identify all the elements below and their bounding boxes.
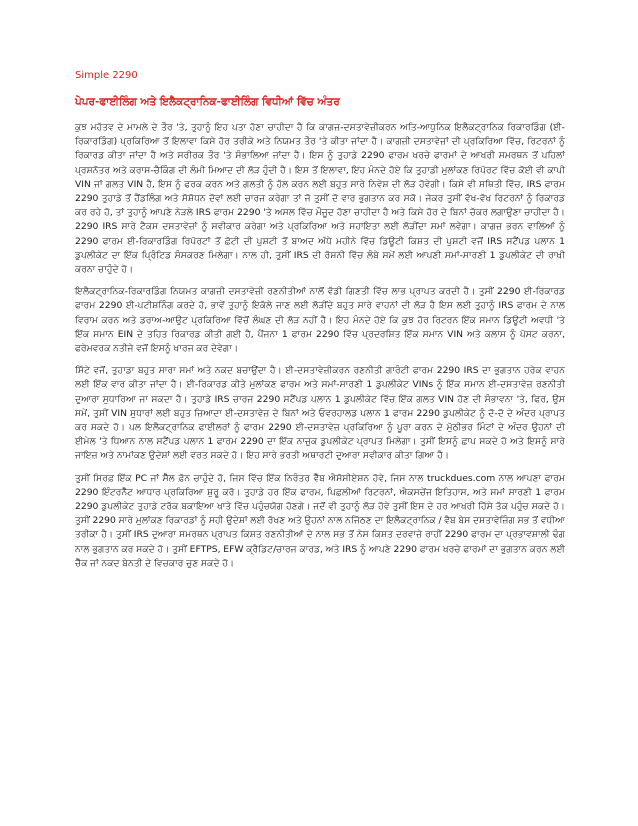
paragraph-2: ਇਲੈਕਟ੍ਰਾਨਿਕ-ਰਿਕਾਰਡਿੰਗ ਨਿਯਮਤ ਕਾਗਜ਼ੀ ਦਸਤਾਵੇਜ਼ੀ ਰਣਨੀਤੀਆਂ ਨਾਲੋਂ ਵੱਡੀ ਗਿਣਤੀ ਵਿੱਚ ਲਾਭ ਪ੍ਰਾਪਤ ਕਰਦੀ ਹੈ। ਤੁਸੀਂ 2290 ਈ-ਰਿਕਾਰਡ ਫਾਰਮ 2290 ਈ-ਪਟੀਸ਼ਨਿੰਗ ਕਰਦੇ ਹੋ, ਭਾਵੇਂ ਤੁਹਾਨੂੰ ਇਕੱਲੇ ਜਾਣ ਲਈ ਲੋੜੀਂਦੇ ਬਹੁਤ ਸਾਰੇ ਵਾਹਨਾਂ ਦੀ ਲੋੜ ਹੈ ਇਸ ਲਈ ਤੁਹਾਨੂੰ IRS ਫਾਰਮ ਦੇ ਨਾਲ ਵਿਰਾਮ ਕਰਨ ਅਤੇ ਡਰਾਅ-ਆਉਟ ਪ੍ਰਕਿਰਿਆ ਵਿੱਚੋਂ ਲੰਘਣ ਦੀ ਲੋੜ ਨਹੀਂ ਹੈ। ਇਹ ਮੰਨਦੇ ਹੋਏ ਕਿ ਕੁਝ ਹੋਰ ਰਿਟਰਨ ਇੱਕ ਸਮਾਨ ਡਿਊਟੀ ਅਵਧੀ 'ਤੇ ਇੱਕ ਸਮਾਨ EIN ਦੇ ਤਹਿਤ ਰਿਕਾਰਡ ਕੀਤੀ ਗਈ ਹੈ, ਪੈਂਜਨਾ 1 ਫਾਰਮ 2290 ਵਿੱਚ ਪ੍ਰਦਰਸ਼ਿਤ ਇੱਕ ਸਮਾਨ VIN ਅਤੇ ਕਲਾਸ ਨੂੰ ਪੋਸਟ ਕਰਨਾ, ਫਰੇਮਵਰਕ ਨਤੀਜੇ ਵਜੋਂ ਇਸਨੂੰ ਖਾਰਜ ਕਰ ਦੇਵੇਗਾ। <box>75 286 565 355</box>
paragraph-4: ਤੁਸੀਂ ਸਿਰਫ਼ ਇੱਕ PC ਜਾਂ ਸੈੱਲ ਫ਼ੋਨ ਚਾਹੁੰਦੇ ਹੋ, ਜਿਸ ਵਿੱਚ ਇੱਕ ਨਿਰੰਤਰ ਵੈੱਬ ਐਸੋਸੀਏਸ਼ਨ ਹੋਵੇ, ਜਿਸ ਨਾਲ truckdues.com ਨਾਲ ਆਪਣਾ ਫਾਰਮ 2290 ਇੰਟਰਨੈੱਟ ਆਧਾਰ ਪ੍ਰਕਿਰਿਆ ਸ਼ੁਰੂ ਕਰੋ। ਤੁਹਾਡੇ ਹਰ ਇੱਕ ਫਾਰਮ, ਪਿਛਲੀਆਂ ਰਿਟਰਨਾਂ, ਐਕਸਚੇਂਜ ਇਤਿਹਾਸ, ਅਤੇ ਸਮਾਂ ਸਾਰਣੀ 1 ਫਾਰਮ 2290 ਡੁਪਲੀਕੇਟ ਤੁਹਾਡੇ ਟਰੱਕ ਬਕਾਇਆ ਖਾਤੇ ਵਿੱਚ ਪਹੁੰਚਯੋਗ ਹੋਣਗੇ। ਜਦੋਂ ਵੀ ਤੁਹਾਨੂੰ ਲੋੜ ਹੋਵੇ ਤੁਸੀਂ ਇਸ ਦੇ ਹਰ ਆਖਰੀ ਹਿੱਸੇ ਤੱਕ ਪਹੁੰਚ ਸਕਦੇ ਹੋ। ਤੁਸੀਂ 2290 ਸਾਰੇ ਮੁਲਾਂਕਣ ਰਿਕਾਰਡਾਂ ਨੂੰ ਸਹੀ ਉਦੇਸ਼ਾਂ ਲਈ ਰੱਖਣ ਅਤੇ ਉਹਨਾਂ ਨਾਲ ਨਜਿੱਠਣ ਦਾ ਇਲੈਕਟ੍ਰਾਨਿਕ / ਵੈਬ ਬੇਸ ਦਸਤਾਵੇਜ਼ਿੰਗ ਸਭ ਤੋਂ ਵਧੀਆ ਤਰੀਕਾ ਹੈ। ਤੁਸੀਂ IRS ਦੁਆਰਾ ਸਮਰਥਨ ਪ੍ਰਾਪਤ ਕਿਸ਼ਤ ਰਣਨੀਤੀਆਂ ਦੇ ਨਾਲ ਸਭ ਤੋਂ ਨੇਸ ਕਿਸ਼ਤ ਦਰਵਾਜ਼ੇ ਰਾਹੀਂ 2290 ਫਾਰਮ ਦਾ ਪ੍ਰਭਾਵਸ਼ਾਲੀ ਢੰਗ ਨਾਲ ਭੁਗਤਾਨ ਕਰ ਸਕਦੇ ਹੋ। ਤੁਸੀਂ EFTPS, EFW ਕ੍ਰੈਡਿਟ/ਚਾਰਜ ਕਾਰਡ, ਅਤੇ IRS ਨੂੰ ਆਪਣੇ 2290 ਫਾਰਮ ਖਰਚੇ ਫਾਰਮਾਂ ਦਾ ਭੁਗਤਾਨ ਕਰਨ ਲਈ ਚੈੱਕ ਜਾਂ ਨਕਦ ਬੇਨਤੀ ਦੇ ਵਿਚਕਾਰ ਚੁਣ ਸਕਦੇ ਹੋ। <box>75 472 565 569</box>
paragraph-1: ਕੁਝ ਮਹੱਤਵ ਦੇ ਮਾਮਲੇ ਦੇ ਤੌਰ 'ਤੇ, ਤੁਹਾਨੂੰ ਇਹ ਪਤਾ ਹੋਣਾ ਚਾਹੀਦਾ ਹੈ ਕਿ ਕਾਗਜ਼-ਦਸਤਾਵੇਜ਼ੀਕਰਨ ਅਤਿ-ਆਧੁਨਿਕ ਇਲੈਕਟ੍ਰਾਨਿਕ ਰਿਕਾਰਡਿੰਗ (ਈ-ਰਿਕਾਰਡਿੰਗ) ਪ੍ਰਕਿਰਿਆ ਤੋਂ ਇਲਾਵਾ ਕਿਸੇ ਹੋਰ ਤਰੀਕੇ ਅਤੇ ਨਿਯਮਤ ਤੌਰ 'ਤੇ ਕੀਤਾ ਜਾਂਦਾ ਹੈ। ਕਾਗਜ਼ੀ ਦਸਤਾਵੇਜ਼ਾਂ ਦੀ ਪ੍ਰਕਿਰਿਆ ਵਿੱਚ, ਰਿਟਰਨਾਂ ਨੂੰ ਰਿਕਾਰਡ ਕੀਤਾ ਜਾਂਦਾ ਹੈ ਅਤੇ ਸਰੀਰਕ ਤੌਰ 'ਤੇ ਸੰਭਾਲਿਆ ਜਾਂਦਾ ਹੈ। ਇਸ ਨੂੰ ਤੁਹਾਡੇ 2290 ਫਾਰਮ ਖਰਚੇ ਫਾਰਮਾਂ ਦੇ ਆਖਰੀ ਸਮਰਥਨ ਤੋਂ ਪਹਿਲਾਂ ਪ੍ਰਸ਼ਨੋਤਰ ਅਤੇ ਕਰਾਸ-ਚੈਕਿੰਗ ਦੀ ਲੰਮੀ ਮਿਆਦ ਦੀ ਲੋੜ ਹੁੰਦੀ ਹੈ। ਇਸ ਤੋਂ ਇਲਾਵਾ, ਇਹ ਮੰਨਦੇ ਹੋਏ ਕਿ ਤੁਹਾਡੀ ਮੁਲਾਂਕਣ ਰਿਪੋਰਟ ਵਿੱਚ ਕੋਈ ਵੀ ਕਾਪੀ VIN ਜਾਂ ਗਲਤ VIN ਹੈ, ਇਸ ਨੂੰ ਫਰਕ ਕਰਨ ਅਤੇ ਗਲਤੀ ਨੂੰ ਹੱਲ ਕਰਨ ਲਈ ਬਹੁਤ ਸਾਰੇ ਨਿਵੇਸ਼ ਦੀ ਲੋੜ ਹੋਵੇਗੀ। ਕਿਸੇ ਵੀ ਸਥਿਤੀ ਵਿੱਚ, IRS ਫਾਰਮ 2290 ਤੁਹਾਡੇ ਤੋਂ ਹੈਂਡਲਿੰਗ ਅਤੇ ਸੋਸ਼ੋਧਨ ਦੋਵਾਂ ਲਈ ਚਾਰਜ ਕਰੇਗਾ ਤਾਂ ਜੋ ਤੁਸੀਂ ਦੋ ਵਾਰ ਭੁਗਤਾਨ ਕਰ ਸਕੋ। ਜੇਕਰ ਤੁਸੀਂ ਵੱਖ-ਵੱਖ ਰਿਟਰਨਾਂ ਨੂੰ ਰਿਕਾਰਡ ਕਰ ਰਹੇ ਹੋ, ਤਾਂ ਤੁਹਾਨੂੰ ਆਪਣੇ ਨੇੜਲੇ IRS ਫਾਰਮ 2290 'ਤੇ ਅਸਲ ਵਿੱਚ ਮੌਜੂਦ ਹੋਣਾ ਚਾਹੀਦਾ ਹੈ ਅਤੇ ਕਿਸੇ ਹੋਰ ਦੇ ਬਿਨਾਂ ਚੱਕਰ ਲਗਾਉਣਾ ਚਾਹੀਦਾ ਹੈ। 2290 IRS ਸਾਰੇ ਟੈਕਸ ਦਸਤਾਵੇਜ਼ਾਂ ਨੂੰ ਸਵੀਕਾਰ ਕਰੇਗਾ ਅਤੇ ਪ੍ਰਕਿਰਿਆ ਅਤੇ ਸਹਾਇਤਾ ਲਈ ਲੋੜੀਂਦਾ ਸਮਾਂ ਲਵੇਗਾ। ਕਾਗਜ਼ ਭਰਨ ਵਾਲਿਆਂ ਨੂੰ 2290 ਫਾਰਮ ਈ-ਰਿਕਾਰਡਿੰਗ ਰਿਪੋਰਟਾਂ ਤੋਂ ਛੋਟੀ ਦੀ ਪੁਸ਼ਟੀ ਤੋਂ ਬਾਅਦ ਅੱਧੇ ਮਹੀਨੇ ਵਿੱਚ ਡਿਊਟੀ ਕਿਸ਼ਤ ਦੀ ਪੁਸ਼ਟੀ ਵਜੋਂ IRS ਸਟੈਂਪਡ ਪਲਾਨ 1 ਡੁਪਲੀਕੇਟ ਦਾ ਇੱਕ ਪ੍ਰਿੰਟਿਡ ਸੰਸਕਰਣ ਮਿਲੇਗਾ। ਨਾਲ ਹੀ, ਤੁਸੀਂ IRS ਦੀ ਰੋਸ਼ਨੀ ਵਿੱਚ ਲੰਬੇ ਸਮੇਂ ਲਈ ਆਪਣੀ ਸਮਾਂ-ਸਾਰਣੀ 1 ਡੁਪਲੀਕੇਟ ਦੀ ਰਾਖੀ ਕਰਨਾ ਚਾਹੁੰਦੇ ਹੋ। <box>75 122 565 276</box>
document-page <box>75 70 565 579</box>
page-title: ਪੇਪਰ-ਫਾਈਲਿੰਗ ਅਤੇ ਇਲੈਕਟ੍ਰਾਨਿਕ-ਫਾਈਲਿੰਗ ਵਿਧੀਆਂ ਵਿੱਚ ਅੰਤਰ <box>75 96 340 108</box>
brand-label: Simple 2290 <box>75 70 138 81</box>
paragraph-3: ਸਿੱਟੇ ਵਜੋਂ, ਤੁਹਾਡਾ ਬਹੁਤ ਸਾਰਾ ਸਮਾਂ ਅਤੇ ਨਕਦ ਬਚਾਉਂਦਾ ਹੈ। ਈ-ਦਸਤਾਵੇਜ਼ੀਕਰਨ ਰਣਨੀਤੀ ਗਾਰੰਟੀ ਫਾਰਮ 2290 IRS ਦਾ ਭੁਗਤਾਨ ਹਰੇਕ ਵਾਹਨ ਲਈ ਇੱਕ ਵਾਰ ਕੀਤਾ ਜਾਂਦਾ ਹੈ। ਈ-ਰਿਕਾਰਡ ਕੀਤੇ ਮੁਲਾਂਕਣ ਫਾਰਮ ਅਤੇ ਸਮਾਂ-ਸਾਰਣੀ 1 ਡੁਪਲੀਕੇਟ VINs ਨੂੰ ਇੱਕ ਸਮਾਨ ਈ-ਦਸਤਾਵੇਜ਼ ਰਣਨੀਤੀ ਦੁਆਰਾ ਸੁਧਾਰਿਆ ਜਾ ਸਕਦਾ ਹੈ। ਤੁਹਾਡੇ IRS ਚਾਰਜ 2290 ਸਟੈਂਪਡ ਪਲਾਨ 1 ਡੁਪਲੀਕੇਟ ਵਿੱਚ ਇੱਕ ਗਲਤ VIN ਹੋਣ ਦੀ ਸੰਭਾਵਨਾ 'ਤੇ, ਫਿਰ, ਉਸ ਸਮੇਂ, ਤੁਸੀਂ VIN ਸੁਧਾਰਾਂ ਲਈ ਬਹੁਤ ਜ਼ਿਆਦਾ ਈ-ਦਸਤਾਵੇਜ਼ ਦੇ ਬਿਨਾਂ ਅਤੇ ਓਵਰਹਾਲਡ ਪਲਾਨ 1 ਫਾਰਮ 2290 ਡੁਪਲੀਕੇਟ ਨੂੰ ਦੋ-ਦੋ ਦੇ ਅੰਦਰ ਪ੍ਰਾਪਤ ਕਰ ਸਕਦੇ ਹੋ। ਪਲ ਇਲੈਕਟ੍ਰਾਨਿਕ ਫਾਈਲਰਾਂ ਨੂੰ ਫਾਰਮ 2290 ਈ-ਦਸਤਾਵੇਜ਼ ਪ੍ਰਕਿਰਿਆ ਨੂੰ ਪੂਰਾ ਕਰਨ ਦੇ ਮੁੱਠੀਭਰ ਮਿੰਟਾਂ ਦੇ ਅੰਦਰ ਉਹਨਾਂ ਦੀ ਈਮੇਲ 'ਤੇ ਧਿਆਨ ਨਾਲ ਸਟੈਂਪਡ ਪਲਾਨ 1 ਫਾਰਮ 2290 ਦਾ ਇੱਕ ਨਾਜ਼ੁਕ ਡੁਪਲੀਕੇਟ ਪ੍ਰਾਪਤ ਮਿਲੇਗਾ। ਤੁਸੀਂ ਇਸਨੂੰ ਛਾਪ ਸਕਦੇ ਹੋ ਅਤੇ ਇਸਨੂੰ ਸਾਰੇ ਜਾਇਜ਼ ਅਤੇ ਨਾਮਾਂਕਣ ਉਦੇਸ਼ਾਂ ਲਈ ਵਰਤ ਸਕਦੇ ਹੋ। ਇਹ ਸਾਰੇ ਭਰਤੀ ਅਥਾਰਟੀ ਦੁਆਰਾ ਸਵੀਕਾਰ ਕੀਤਾ ਗਿਆ ਹੈ। <box>75 365 565 462</box>
